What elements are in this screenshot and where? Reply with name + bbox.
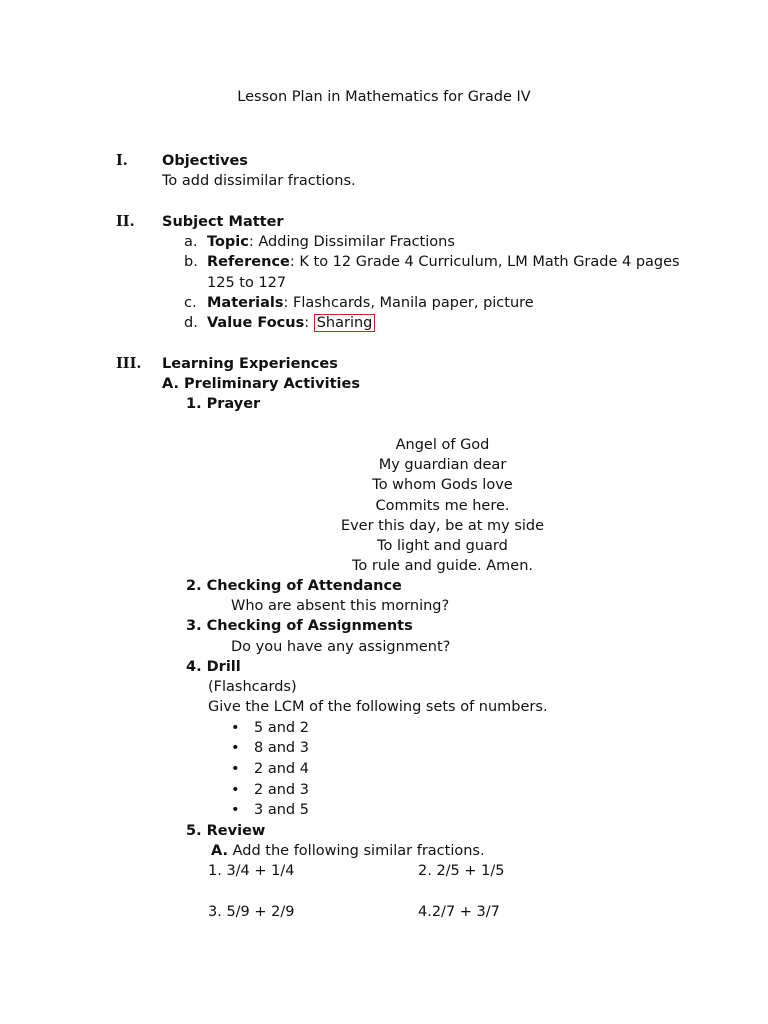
prayer-poem bbox=[300, 435, 585, 576]
activity-5-heading: 5. Review bbox=[186, 823, 266, 839]
bullet-icon: • bbox=[231, 761, 240, 777]
review-problem: 3. 5/9 + 2/9 bbox=[208, 904, 295, 920]
section-3-numeral: III. bbox=[116, 355, 142, 372]
prayer-line: To rule and guide. Amen. bbox=[351, 558, 533, 575]
bullet-icon: • bbox=[231, 740, 240, 756]
section-2-heading: Subject Matter bbox=[162, 214, 284, 230]
page-title: Lesson Plan in Mathematics for Grade IV bbox=[237, 89, 531, 105]
activity-2-text: Who are absent this morning? bbox=[231, 598, 450, 614]
subject-item-value-focus: Value Focus: Sharing bbox=[207, 313, 375, 333]
activity-2-heading: 2. Checking of Attendance bbox=[186, 578, 402, 594]
drill-note: (Flashcards) bbox=[208, 679, 297, 695]
review-problem: 1. 3/4 + 1/4 bbox=[208, 863, 295, 879]
activity-1-heading: 1. Prayer bbox=[186, 396, 261, 412]
subject-item-materials: Materials: Flashcards, Manila paper, picture bbox=[207, 295, 534, 311]
activity-3-heading: 3. Checking of Assignments bbox=[186, 618, 413, 634]
activity-4-heading: 4. Drill bbox=[186, 659, 241, 675]
review-problem: 2. 2/5 + 1/5 bbox=[418, 863, 505, 879]
activity-3-text: Do you have any assignment? bbox=[231, 639, 451, 655]
section-3-heading: Learning Experiences bbox=[162, 356, 338, 372]
section-1-heading: Objectives bbox=[162, 153, 248, 169]
prayer-line: To whom Gods love bbox=[372, 477, 513, 494]
review-instruction: A. Add the following similar fractions. bbox=[211, 843, 485, 859]
preliminary-activities-heading: A. Preliminary Activities bbox=[162, 376, 360, 392]
list-item: • 2 and 3 bbox=[231, 782, 309, 798]
drill-instruction: Give the LCM of the following sets of numbers. bbox=[208, 699, 548, 715]
bullet-icon: • bbox=[231, 720, 240, 736]
subject-item-reference: Reference: K to 12 Grade 4 Curriculum, LM Math Grade 4 pages bbox=[207, 254, 680, 270]
list-item: • 2 and 4 bbox=[231, 761, 309, 777]
prayer-line: My guardian dear bbox=[378, 457, 507, 474]
objective-text: To add dissimilar fractions. bbox=[162, 173, 356, 189]
subject-item-a-letter: a. bbox=[184, 234, 198, 250]
bullet-icon: • bbox=[231, 802, 240, 818]
value-focus-highlight: Sharing bbox=[314, 314, 376, 332]
list-item: • 3 and 5 bbox=[231, 802, 309, 818]
section-2-numeral: II. bbox=[116, 213, 135, 230]
prayer-line: Ever this day, be at my side bbox=[340, 517, 545, 534]
subject-item-d-letter: d. bbox=[184, 315, 198, 331]
list-item: • 8 and 3 bbox=[231, 740, 309, 756]
subject-item-topic: Topic: Adding Dissimilar Fractions bbox=[207, 234, 455, 250]
prayer-line: To light and guard bbox=[377, 538, 508, 555]
review-problem: 4.2/7 + 3/7 bbox=[418, 904, 500, 920]
bullet-icon: • bbox=[231, 782, 240, 798]
list-item: • 5 and 2 bbox=[231, 720, 309, 736]
subject-item-c-letter: c. bbox=[184, 295, 197, 311]
subject-item-reference-continued: 125 to 127 bbox=[207, 275, 287, 291]
prayer-line: Commits me here. bbox=[375, 497, 510, 514]
subject-item-b-letter: b. bbox=[184, 254, 198, 270]
section-1-numeral: I. bbox=[116, 152, 128, 169]
prayer-line: Angel of God bbox=[395, 437, 490, 453]
